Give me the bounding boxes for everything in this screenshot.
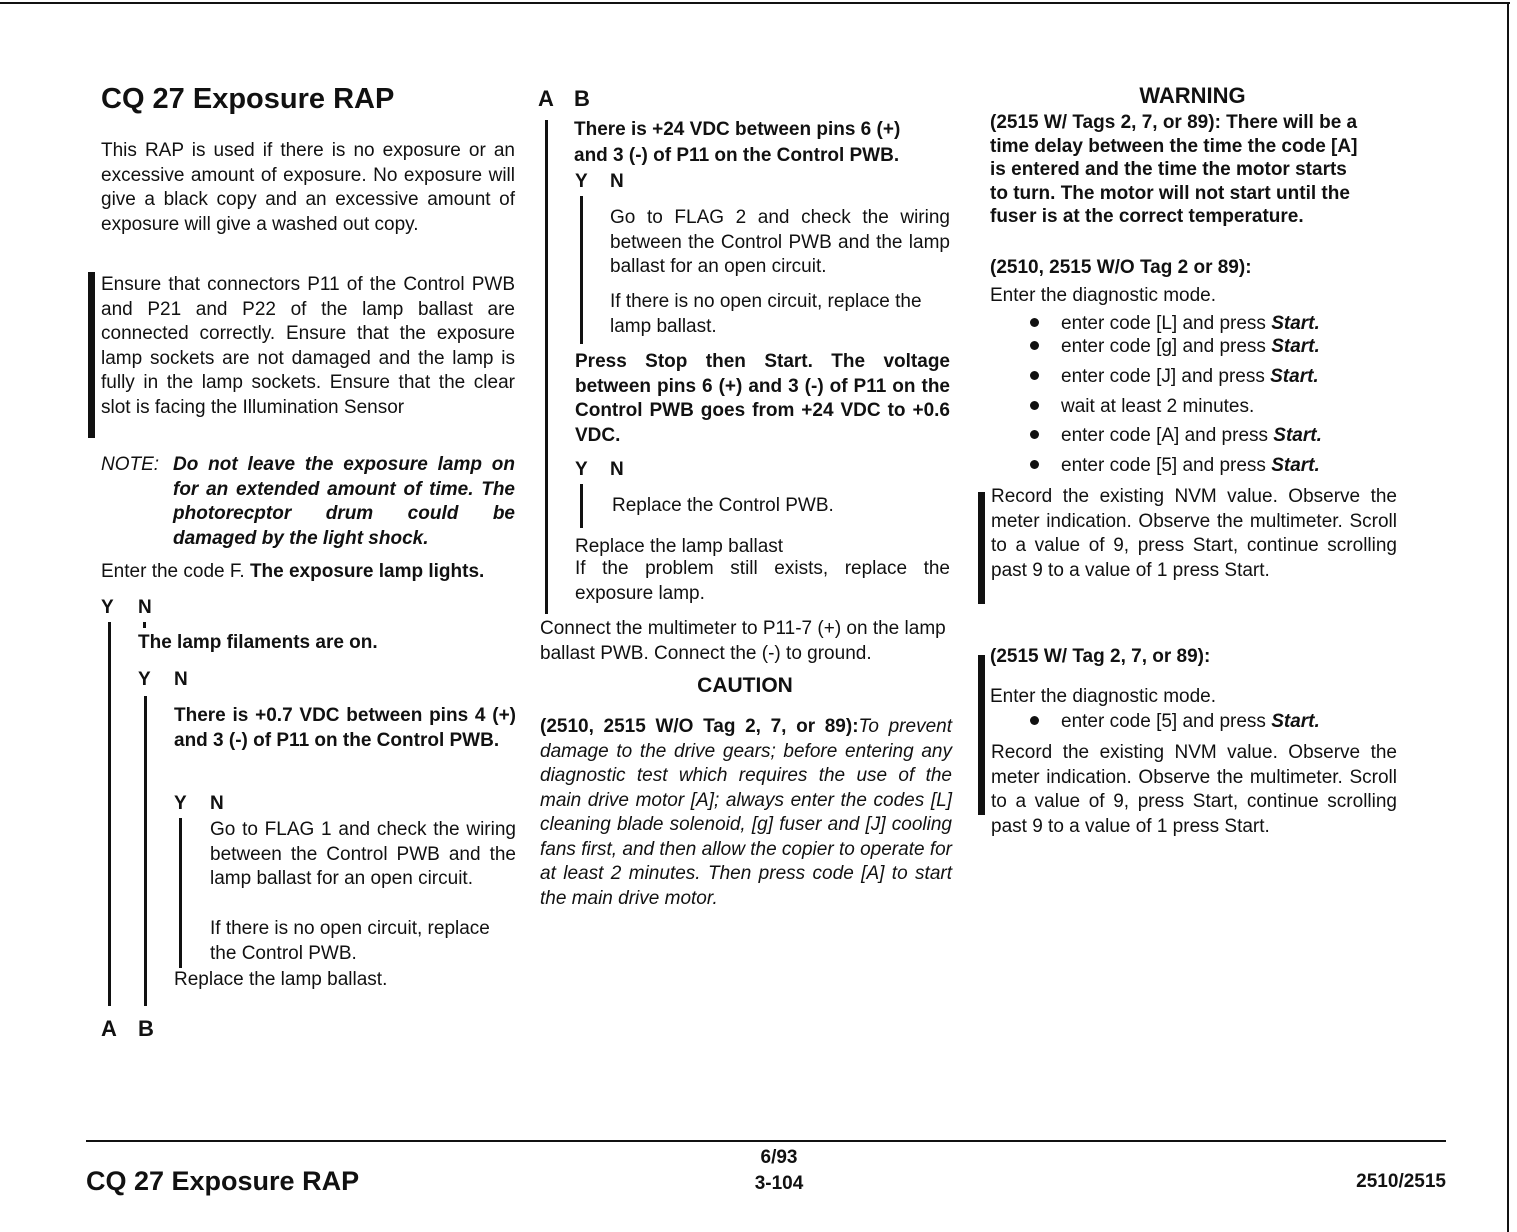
footer-rule [86, 1140, 1446, 1142]
tree-line-a2 [545, 120, 548, 614]
no-label-5: N [610, 459, 624, 480]
enter-code-text [101, 560, 484, 585]
intro-paragraph: This RAP is used if there is no exposure or an excessive amount of exposure. No exposure will give a black copy and an excessive amount of exposure will give a washed out copy. [101, 140, 515, 235]
flag1-text: Go to FLAG 1 and check the wiring between the Control PWB and the lamp ballast for an open circuit. [210, 819, 516, 889]
section2-heading: (2515 W/ Tag 2, 7, or 89): [990, 646, 1211, 667]
record-paragraph-1: Record the existing NVM value. Observe the meter indication. Observe the multimeter. Scroll to a value of 9, press Start, continue scrolling past 9 to a value of 1 press Start. [991, 486, 1397, 581]
top-border [0, 2, 1510, 4]
footer-date: 6/93 [760, 1147, 798, 1168]
no-label-1: N [138, 597, 152, 618]
footer-page-number: 3-104 [754, 1173, 804, 1194]
enter-diag-2: Enter the diagnostic mode. [990, 686, 1217, 707]
bullet-dot [1030, 341, 1039, 350]
yes-label-5: Y [575, 459, 588, 480]
bullet-dot [1030, 371, 1039, 380]
caution-body: To prevent damage to the drive gears; before entering any diagnostic test which requires the use of the main drive motor [A]; always enter the codes [L] cleaning blade solenoid, [g] fuser and [J] cooling fans first, and then allow the copier to operate for at least 2 minutes. Then press code [A] to start the main drive motor. [540, 716, 952, 909]
replace-ballast-2: Replace the lamp ballast [575, 536, 784, 557]
section1-heading: (2510, 2515 W/O Tag 2 or 89): [990, 257, 1252, 278]
replace-pwb-text: Replace the Control PWB. [612, 495, 834, 516]
bullet-text: enter code [L] and press [1061, 313, 1272, 334]
filaments-text: The lamp filaments are on. [138, 632, 378, 653]
footer-model: 2510/2515 [1356, 1171, 1446, 1192]
tree-line-y3 [179, 818, 182, 968]
no-open-circuit-2: If there is no open circuit, replace the lamp ballast. [610, 291, 922, 337]
bullet-em: Start. [1271, 313, 1320, 334]
yes-label-2: Y [138, 669, 151, 690]
connector-b-2: B [574, 86, 590, 111]
bullet-text: enter code [5] and press [1061, 711, 1272, 732]
bullet-em: Start. [1273, 425, 1322, 446]
tree-line-y5 [580, 484, 583, 528]
caution-text [540, 715, 952, 911]
replace-ballast-1: Replace the lamp ballast. [174, 969, 388, 990]
tree-line-y2 [144, 696, 147, 1006]
bullet-em: Start. [1271, 336, 1320, 357]
bullet-em: Start. [1270, 366, 1319, 387]
page-title: CQ 27 Exposure RAP [101, 83, 395, 115]
caution-models: (2510, 2515 W/O Tag 2, 7, or 89): [540, 716, 859, 737]
bullet-text: enter code [J] and press [1061, 366, 1271, 387]
press-stop-text: Press Stop then Start. The voltage between pins 6 (+) and 3 (-) of P11 on the Control PWB goes from +24 VDC to +0.6 VDC. [575, 351, 950, 446]
bullet-text: wait at least 2 minutes. [1061, 396, 1255, 417]
connect-meter-text: Connect the multimeter to P11-7 (+) on the lamp ballast PWB. Connect the (-) to ground. [540, 618, 946, 664]
bullet-text: enter code [A] and press [1061, 425, 1274, 446]
change-bar [978, 655, 985, 815]
bullet-item [1030, 365, 1319, 390]
bullet-item [1030, 424, 1322, 449]
bullet-dot [1030, 430, 1039, 439]
no-label-2: N [174, 669, 188, 690]
yes-label-4: Y [575, 171, 588, 192]
tree-line-y1 [108, 622, 111, 1006]
lamp-lights: The exposure lamp lights. [249, 561, 485, 582]
enter-code: Enter the code F. [101, 561, 245, 582]
bullet-item [1030, 312, 1320, 337]
warning-text: (2515 W/ Tags 2, 7, or 89): There will be a time delay between the time the code [A] is entered and the time the motor starts to turn. The motor will not start until the fuser is at the correct temperature. [990, 112, 1358, 227]
voltage-24-text: There is +24 VDC between pins 6 (+) and 3 (-) of P11 on the Control PWB. [574, 119, 901, 166]
voltage-check-text: There is +0.7 VDC between pins 4 (+) and 3 (-) of P11 on the Control PWB. [174, 705, 516, 751]
warning-title: WARNING [1139, 83, 1246, 108]
note-label: NOTE: [101, 454, 160, 475]
caution-title: CAUTION [697, 674, 793, 697]
bullet-item [1030, 335, 1320, 360]
no-label-4: N [610, 171, 624, 192]
bullet-dot [1030, 460, 1039, 469]
note-text: Do not leave the exposure lamp on for an extended amount of time. The photorecptor drum could be damaged by the light shock. [173, 454, 515, 549]
tree-line-y4 [580, 196, 583, 344]
record-paragraph-2: Record the existing NVM value. Observe the meter indication. Observe the multimeter. Scroll to a value of 9, press Start, continue scrolling past 9 to a value of 1 press Start. [991, 742, 1397, 837]
change-bar [88, 272, 95, 438]
bullet-em: Start. [1271, 455, 1320, 476]
bullet-item [1030, 710, 1320, 735]
bullet-dot [1030, 716, 1039, 725]
no-open-circuit-1: If there is no open circuit, replace the Control PWB. [210, 918, 490, 964]
bullet-item [1030, 454, 1320, 479]
still-exists-text: If the problem still exists, replace the exposure lamp. [575, 558, 950, 604]
tree-line-n1 [143, 622, 146, 628]
change-bar [978, 492, 985, 604]
footer-title: CQ 27 Exposure RAP [86, 1166, 360, 1196]
connector-b-1: B [138, 1016, 154, 1041]
bullet-text: enter code [g] and press [1061, 336, 1272, 357]
enter-diag-1: Enter the diagnostic mode. [990, 285, 1217, 306]
ensure-paragraph: Ensure that connectors P11 of the Control PWB and P21 and P22 of the lamp ballast are connected correctly. Ensure that the exposure lamp sockets are not damaged and the lamp is fully in the lamp sockets. Ensure that the clear slot is facing the Illumination Sensor [101, 274, 515, 418]
bullet-dot [1030, 318, 1039, 327]
bullet-em: Start. [1271, 711, 1320, 732]
yes-label-1: Y [101, 597, 114, 618]
yes-label-3: Y [174, 793, 187, 814]
connector-a-1: A [101, 1016, 117, 1041]
bullet-item [1030, 395, 1254, 420]
no-label-3: N [210, 793, 224, 814]
flag2-text: Go to FLAG 2 and check the wiring between the Control PWB and the lamp ballast for an open circuit. [610, 207, 950, 277]
right-border [1507, 2, 1509, 1232]
bullet-dot [1030, 401, 1039, 410]
connector-a-2: A [538, 86, 554, 111]
bullet-text: enter code [5] and press [1061, 455, 1272, 476]
